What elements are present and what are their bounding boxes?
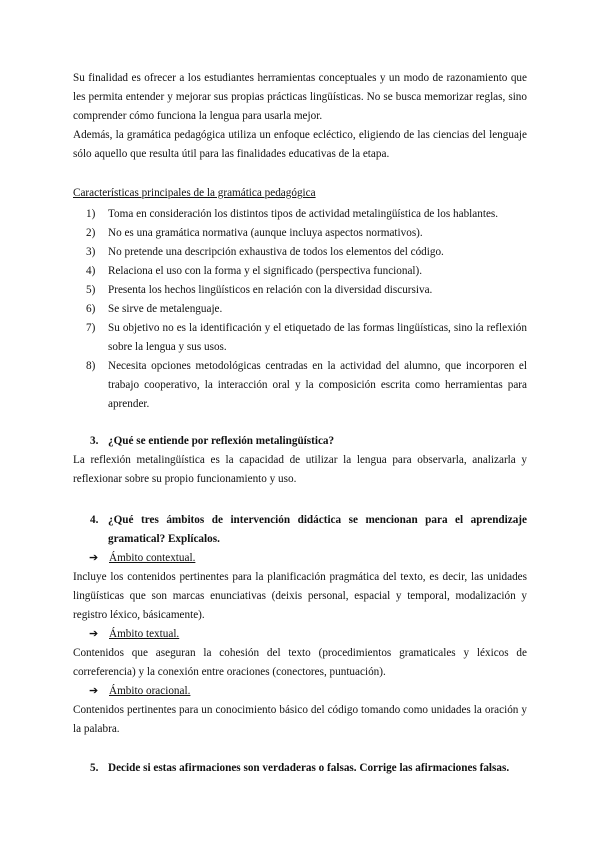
intro-paragraph-1: Su finalidad es ofrecer a los estudiantes herramientas conceptuales y un modo de razonamiento que les permita entender y mejorar sus propias prácticas lingüísticas. No se busca memorizar reglas, sino comprender cómo funciona la lengua para usarla mejor.	[73, 72, 527, 122]
question-3	[73, 432, 527, 451]
list-item	[73, 262, 527, 281]
list-item-number: 2)	[86, 227, 96, 239]
list-item-text: Su objetivo no es la identificación y el etiquetado de las formas lingüísticas, sino la reflexión sobre la lengua y sus usos.	[108, 322, 527, 353]
list-item-number: 4)	[86, 265, 96, 277]
list-item-text: Se sirve de metalenguaje.	[108, 303, 223, 315]
list-item	[73, 205, 527, 224]
list-item	[73, 281, 527, 300]
area-textual-title	[73, 625, 527, 644]
list-item	[73, 224, 527, 243]
area-contextual-title	[73, 549, 527, 568]
list-item	[73, 357, 527, 414]
features-heading: Características principales de la gramática pedagógica	[73, 187, 316, 199]
list-item-number: 7)	[86, 322, 96, 334]
question-5	[73, 759, 527, 778]
list-item	[73, 319, 527, 357]
question-text: ¿Qué tres ámbitos de intervención didáctica se mencionan para el aprendizaje gramatical? Explícalos.	[108, 514, 527, 545]
area-title: Ámbito contextual.	[109, 552, 196, 564]
list-item	[73, 243, 527, 262]
area-oracional-title	[73, 682, 527, 701]
list-item-number: 1)	[86, 208, 96, 220]
list-item-number: 3)	[86, 246, 96, 258]
area-title: Ámbito oracional.	[109, 685, 191, 697]
list-item	[73, 300, 527, 319]
list-item-number: 8)	[86, 360, 96, 372]
answer-3: La reflexión metalingüística es la capacidad de utilizar la lengua para observarla, analizarla y reflexionar sobre su propio funcionamiento y uso.	[73, 454, 527, 485]
area-textual-text: Contenidos que aseguran la cohesión del texto (procedimientos gramaticales y léxicos de correferencia) y la conexión entre oraciones (conectores, puntuación).	[73, 647, 527, 678]
question-4	[73, 511, 527, 549]
arrow-right-icon: ➔	[89, 628, 99, 640]
list-item-text: No pretende una descripción exhaustiva de todos los elementos del código.	[108, 246, 444, 258]
arrow-right-icon: ➔	[89, 552, 99, 564]
list-item-text: Presenta los hechos lingüísticos en relación con la diversidad discursiva.	[108, 284, 433, 296]
intro-paragraph-2: Además, la gramática pedagógica utiliza un enfoque ecléctico, eligiendo de las ciencias del lenguaje sólo aquello que resulta útil para las finalidades educativas de la etapa.	[73, 129, 527, 160]
list-item-text: Necesita opciones metodológicas centradas en la actividad del alumno, que incorporen el trabajo cooperativo, la interacción oral y la composición escrita como herramientas para aprender.	[108, 360, 527, 410]
question-text: ¿Qué se entiende por reflexión metalingüística?	[108, 435, 335, 447]
list-item-text: Toma en consideración los distintos tipos de actividad metalingüística de los hablantes.	[108, 208, 499, 220]
question-text: Decide si estas afirmaciones son verdaderas o falsas. Corrige las afirmaciones falsas.	[108, 762, 510, 774]
document-page	[73, 69, 527, 778]
arrow-right-icon: ➔	[89, 685, 99, 697]
question-number: 3.	[90, 435, 99, 447]
question-number: 5.	[90, 762, 99, 774]
list-item-number: 6)	[86, 303, 96, 315]
question-number: 4.	[90, 514, 99, 526]
list-item-text: Relaciona el uso con la forma y el significado (perspectiva funcional).	[108, 265, 423, 277]
list-item-text: No es una gramática normativa (aunque incluya aspectos normativos).	[108, 227, 423, 239]
features-list	[73, 205, 527, 414]
list-item-number: 5)	[86, 284, 96, 296]
area-oracional-text: Contenidos pertinentes para un conocimiento básico del código tomando como unidades la oración y la palabra.	[73, 704, 527, 735]
area-title: Ámbito textual.	[109, 628, 180, 640]
area-contextual-text: Incluye los contenidos pertinentes para la planificación pragmática del texto, es decir, las unidades lingüísticas que son marcas enunciativas (deixis personal, espacial y temporal, modalización y registro léxico, básicamente).	[73, 571, 527, 621]
